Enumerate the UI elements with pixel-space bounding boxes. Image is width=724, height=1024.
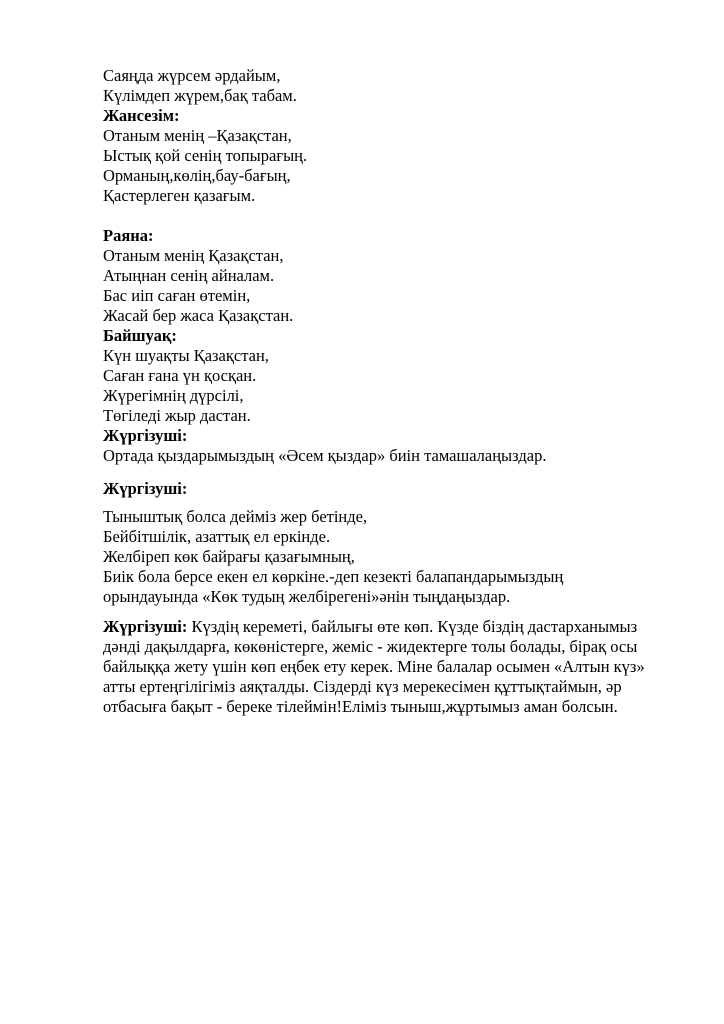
poem-line: Ыстық қой сенің топырағың.: [103, 146, 308, 165]
poem-line: Бас иіп саған өтемін,: [103, 286, 251, 305]
stanza-opening: [103, 66, 674, 206]
poem-line: Отаным менің Қазақстан,: [103, 246, 284, 265]
paragraph-line: байлыққа жету үшін көп еңбек ету керек. Міне балалар осымен «Алтын күз»: [103, 657, 645, 676]
speaker-heading-baishuak: Байшуақ:: [103, 326, 177, 345]
poem-line: Төгіледі жыр дастан.: [103, 406, 251, 425]
poem-line: Саяңда жүрсем әрдайым,: [103, 66, 281, 85]
paragraph-line: дәнді дақылдарға, көкөністерге, жеміс - жидектерге толы болады, бірақ осы: [103, 637, 638, 656]
standalone-heading-block: [103, 479, 674, 499]
poem-line: Күлімдеп жүрем,бақ табам.: [103, 86, 297, 105]
speaker-heading-rayana: Раяна:: [103, 226, 154, 245]
paragraph-line: атты ертеңгілігіміз аяқталды. Сіздерді күз мерекесімен құттықтаймын, әр: [103, 677, 622, 696]
poem-line: Саған ғана үн қосқан.: [103, 366, 257, 385]
speaker-heading-zhurgizushi-2: Жүргізуші:: [103, 479, 188, 498]
poem-line: Биік бола берсе екен ел көркіне.-деп кезекті балапандарымыздың: [103, 567, 564, 586]
closing-paragraph: [103, 617, 674, 717]
speaker-heading-zhansezim: Жансезім:: [103, 106, 180, 125]
speaker-heading-zhurgizushi-1: Жүргізуші:: [103, 426, 188, 445]
paragraph-line: [103, 617, 674, 637]
paragraph-text: Күздің кереметі, байлығы өте көп. Күзде біздің дастарханымыз: [187, 617, 638, 636]
poem-line: Күн шуақты Қазақстан,: [103, 346, 269, 365]
paragraph-line: отбасыға бақыт - береке тілеймін!Еліміз тыныш,жұртымыз аман болсын.: [103, 697, 618, 716]
poem-line: Жүрегімнің дүрсілі,: [103, 386, 244, 405]
stanza-rayana-baishuak: [103, 226, 674, 466]
stanza-tynyshtyk: [103, 507, 674, 607]
poem-line: Жасай бер жаса Қазақстан.: [103, 306, 294, 325]
speaker-heading-zhurgizushi-3: Жүргізуші:: [103, 617, 188, 636]
poem-line: Атыңнан сенің айналам.: [103, 266, 275, 285]
poem-line: Желбіреп көк байрағы қазағымның,: [103, 547, 355, 566]
poem-line: Орманың,көлің,бау-бағың,: [103, 166, 291, 185]
poem-line: Тыныштық болса дейміз жер бетінде,: [103, 507, 368, 526]
poem-line: орындауында «Көк тудың желбірегені»әнін тыңдаңыздар.: [103, 587, 511, 606]
announcement-line: Ортада қыздарымыздың «Әсем қыздар» биін тамашалаңыздар.: [103, 446, 547, 465]
poem-line: Отаным менің –Қазақстан,: [103, 126, 292, 145]
poem-line: Қастерлеген қазағым.: [103, 186, 256, 205]
poem-line: Бейбітшілік, азаттық ел еркінде.: [103, 527, 331, 546]
